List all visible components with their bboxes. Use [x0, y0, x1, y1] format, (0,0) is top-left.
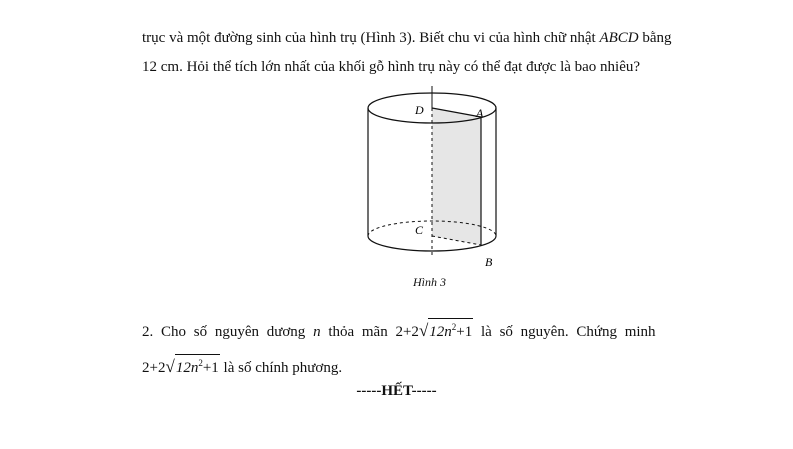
math-n: n [313, 324, 321, 340]
text: 2. Cho số nguyên dương [142, 324, 314, 340]
text: trục và một đường sinh của hình trụ (Hình 3). Biết chu vi của hình chữ nhật [142, 30, 600, 46]
figure-caption: Hình 3 [413, 275, 446, 289]
radicand-tail: +1 [456, 324, 473, 340]
radicand-tail: +1 [202, 360, 219, 376]
radicand [175, 354, 220, 377]
text: là số nguyên. Chứng minh [473, 324, 656, 340]
text: bằng [638, 30, 672, 46]
label-a: A [476, 106, 484, 120]
radicand-base: 12n [175, 360, 199, 376]
text: thỏa mãn [320, 324, 396, 340]
text: là số chính phương. [219, 360, 343, 376]
paragraph-line [142, 318, 656, 342]
math-expr: 2+2 [142, 360, 166, 376]
paragraph-line: 12 cm. Hỏi thể tích lớn nhất của khối gỗ hình trụ này có thể đạt được là bao nhiêu? [142, 59, 641, 75]
cylinder-figure [355, 84, 515, 274]
label-d: D [415, 103, 424, 117]
paragraph-line [142, 28, 672, 48]
math-expr: 2+2 [395, 324, 419, 340]
sqrt-icon: √ [418, 321, 429, 340]
radicand [428, 318, 473, 341]
label-b: B [485, 255, 493, 269]
end-marker: -----HẾT----- [356, 383, 437, 399]
label-c: C [415, 223, 424, 237]
sqrt-icon: √ [165, 357, 175, 376]
radicand-base: 12n [429, 324, 452, 340]
paragraph-line [142, 354, 342, 378]
exponent: 2 [451, 322, 457, 332]
math-abcd: ABCD [599, 30, 639, 46]
exponent: 2 [198, 358, 203, 368]
